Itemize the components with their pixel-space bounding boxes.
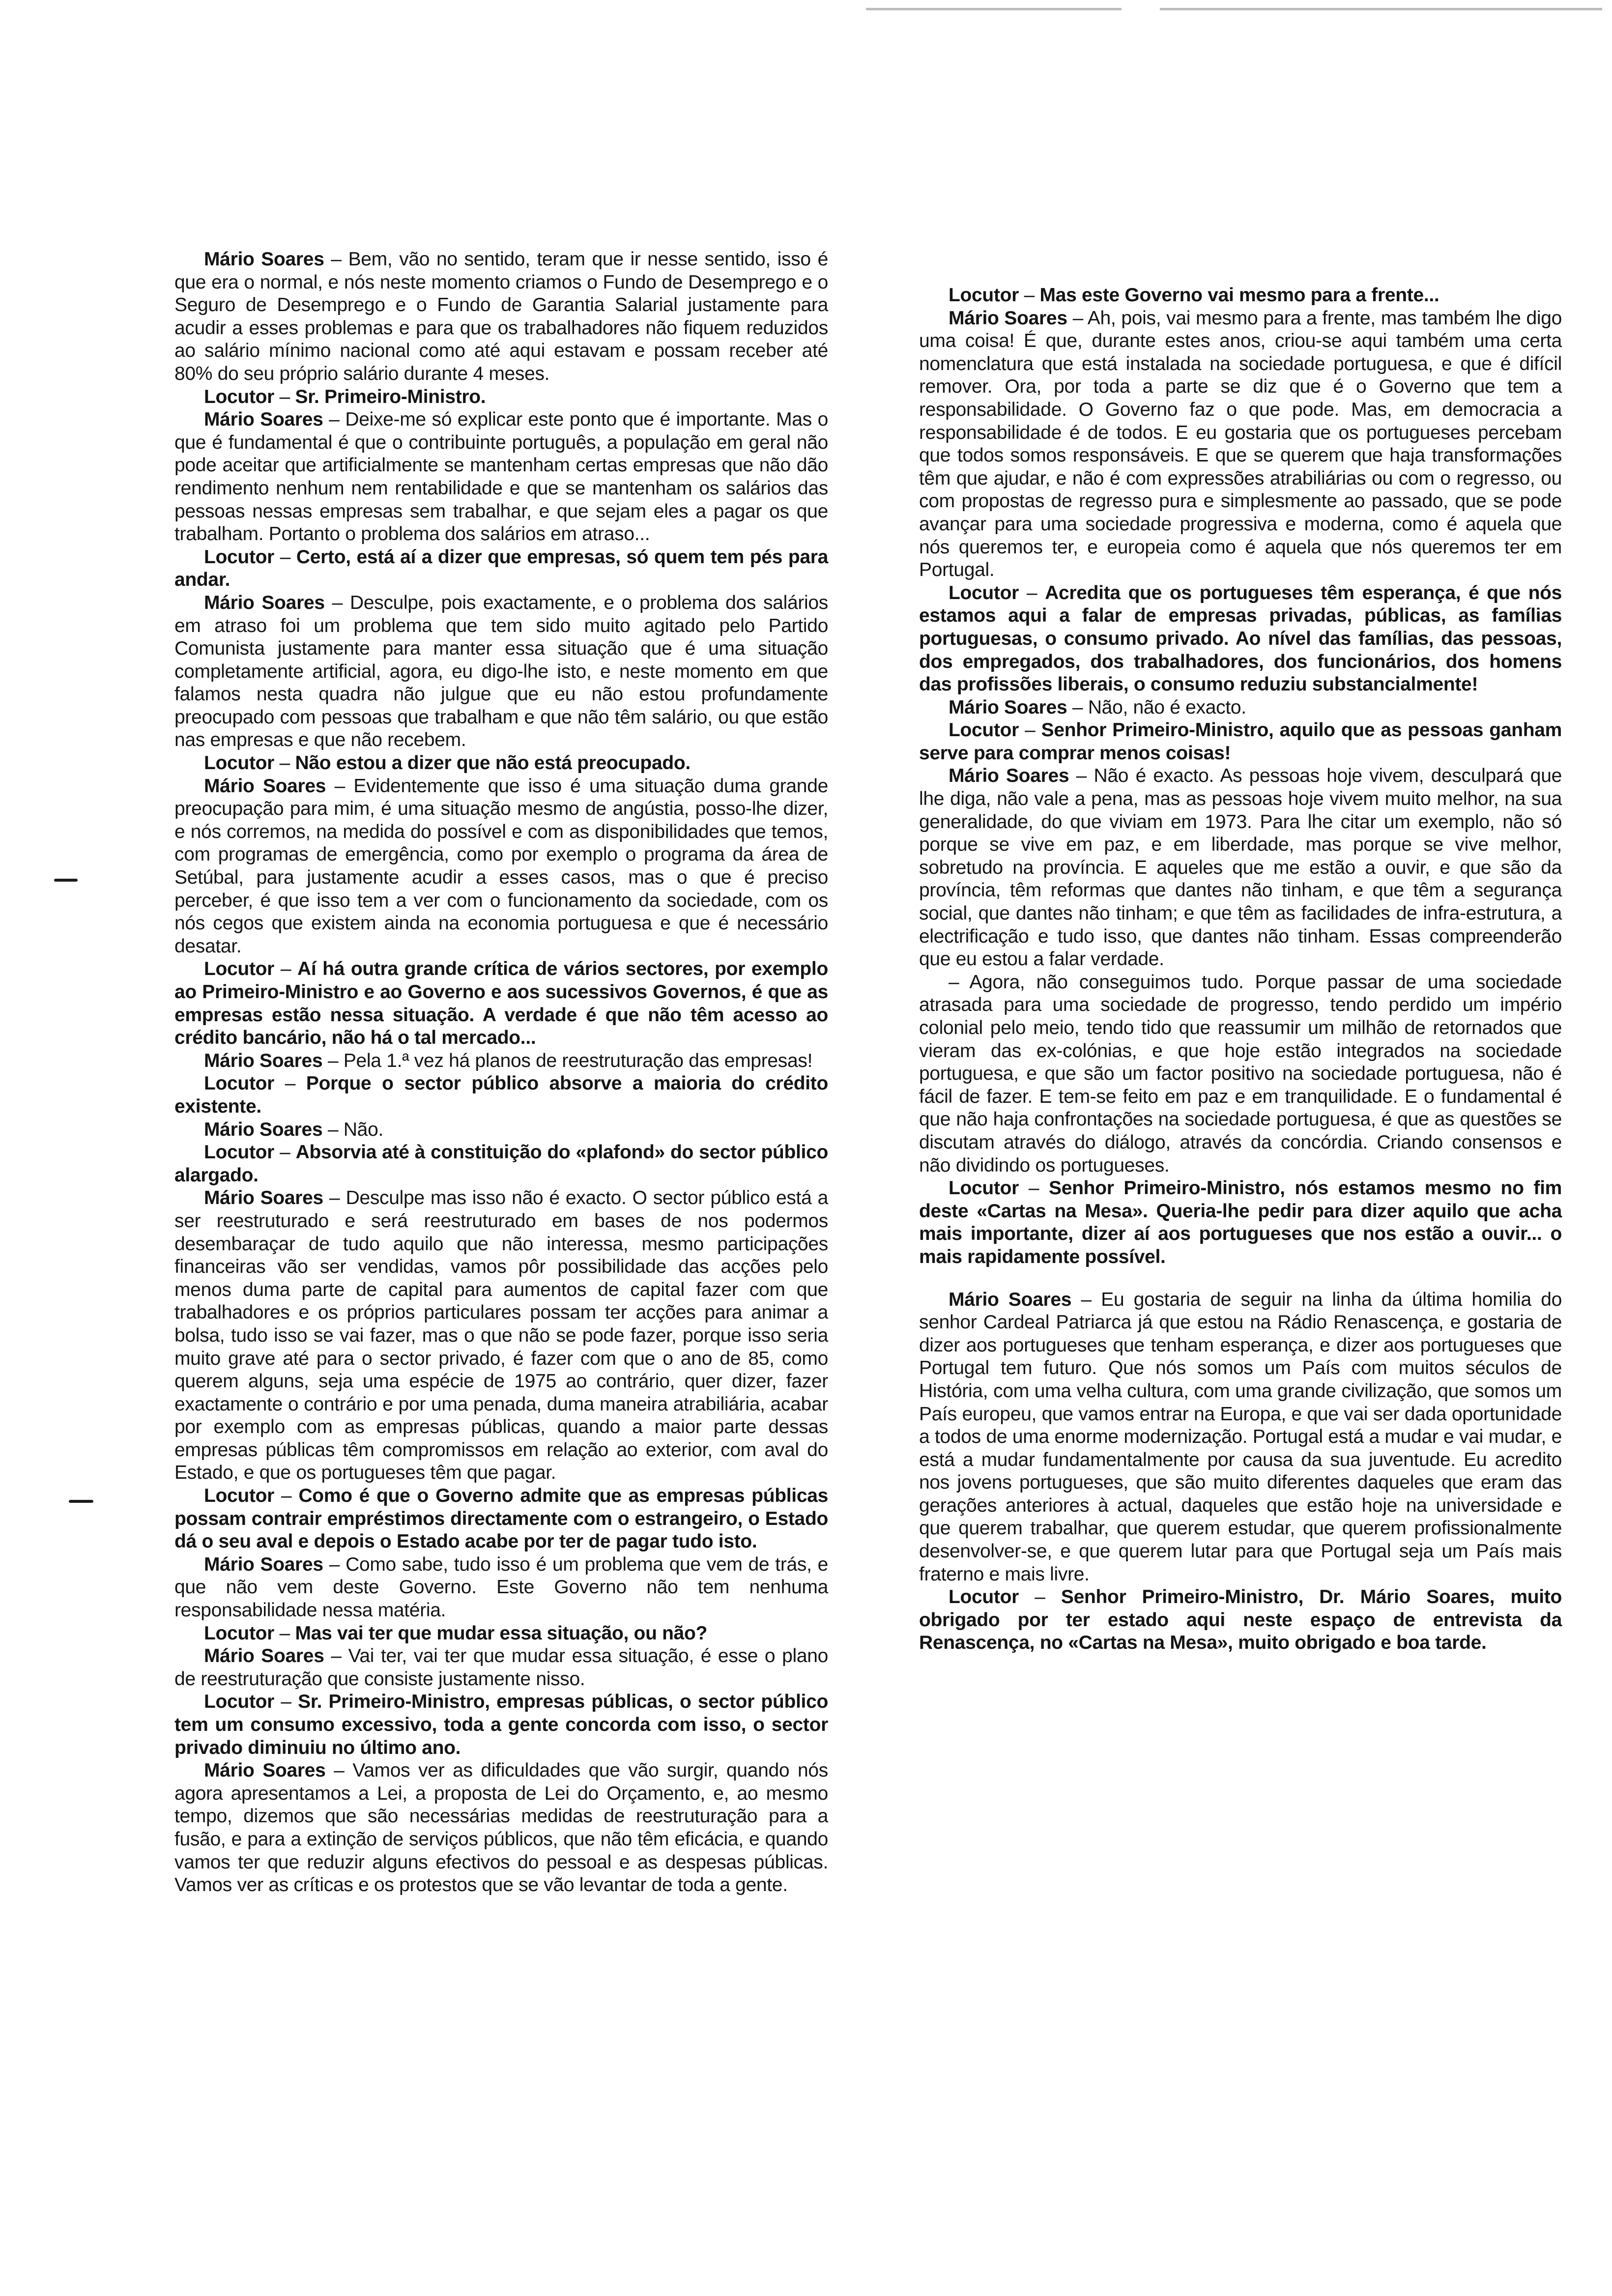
speech-text: Eu gostaria de seguir na linha da última homilia do senhor Cardeal Patriarca já que estou na Rádio Renascença, e gostaria de dizer aos portugueses que tenham esperança, e dizer aos portugueses que Portugal tem futuro. Que nós somos um País com muitos séculos de História, com uma velha cultura, com uma grande civilização, que somos um País europeu, que vamos entrar na Europa, e que vai ser dada oportunidade a todos de uma enorme modernização. Portugal está a mudar e vai mudar, e está a mudar fundamentalmente por causa da sua juventude. Eu acredito nos jovens portugueses, que são muito diferentes daqueles que eram das gerações anteriores à actual, daqueles que estão hoje na universidade e que querem trabalhar, que querem estudar, que querem profissionalmente desenvolver-se, e que querem lutar para que Portugal seja um País mais fraterno e mais livre.	[919, 1289, 1562, 1585]
speaker-name: Mário Soares	[204, 409, 323, 430]
speaker-name: Locutor	[949, 582, 1019, 603]
speaker-name: Mário Soares	[204, 1119, 323, 1140]
speaker-name: Mário Soares	[949, 696, 1067, 718]
speech-text: Não.	[343, 1119, 383, 1140]
dialogue-paragraph: Mário Soares – Não é exacto. As pessoas hoje vivem, desculpará que lhe diga, não vale a pena, mas as pessoas hoje vivem muito melhor, na sua generalidade, do que viviam em 1973. Para lhe citar um exemplo, não só porque se vive em paz, e em liberdade, mas porque se vive melhor, sobretudo na província. E aqueles que me estão a ouvir, e que são da província, têm reformas que dantes não tinham, e que têm a segurança social, que dantes não tinham; e que têm as facilidades de infra-estrutura, a electrificação e tudo isso, que dantes não tinham. Essas compreenderão que eu estou a falar verdade.	[919, 765, 1562, 970]
dialogue-paragraph: Mário Soares – Bem, vão no sentido, teram que ir nesse sentido, isso é que era o normal, e nós neste momento criamos o Fundo de Desemprego e o Seguro de Desemprego e o Fundo de Garantia Salarial justamente para acudir a esses problemas e para que os trabalhadores não fiquem reduzidos ao salário mínimo nacional como até aqui estavam e possam receber até 80% do seu próprio salário durante 4 meses.	[174, 249, 828, 384]
dialogue-paragraph: Mário Soares – Evidentemente que isso é uma situação duma grande preocupação para mim, é uma situação mesmo de angústia, posso-lhe dizer, e nós corremos, na medida do possível e com as disponibilidades que temos, com programas de emergência, como por exemplo o programa da área de Setúbal, para justamente acudir a esses casos, mas o que é preciso perceber, é que isso tem a ver com o funcionamento da sociedade, com os nós cegos que existem ainda na economia portuguesa e que é necessário desatar.	[174, 775, 828, 957]
dialogue-paragraph: Mário Soares – Como sabe, tudo isso é um problema que vem de trás, e que não vem deste Governo. Este Governo não tem nenhuma responsabilidade nessa matéria.	[174, 1553, 828, 1621]
scan-line	[1160, 8, 1602, 10]
dialogue-paragraph: Locutor – Senhor Primeiro-Ministro, aquilo que as pessoas ganham serve para comprar menos coisas!	[919, 719, 1562, 764]
speech-text: Mas vai ter que mudar essa situação, ou não?	[295, 1622, 708, 1644]
speech-text: Senhor Primeiro-Ministro, Dr. Mário Soares, muito obrigado por ter estado aqui neste espaço de entrevista da Renascença, no «Cartas na Mesa», muito obrigado e boa tarde.	[919, 1586, 1562, 1654]
speaker-name: Locutor	[204, 1142, 275, 1163]
speaker-name: Locutor	[204, 1691, 275, 1713]
speaker-name: Mário Soares	[204, 249, 324, 270]
dialogue-paragraph: Mário Soares – Desculpe, pois exactamente, e o problema dos salários em atraso foi um problema que tem sido muito agitado pelo Partido Comunista justamente para manter essa situação que é uma situação completamente artificial, agora, eu digo-lhe isto, e neste momento em que falamos nesta quadra não julgue que eu não estou profundamente preocupado com pessoas que trabalham e que não têm salário, ou que estão nas empresas e que não recebem.	[174, 592, 828, 751]
speech-text: Certo, está aí a dizer que empresas, só quem tem pés para andar.	[174, 546, 828, 591]
right-column	[919, 284, 1562, 1655]
speech-text: Não, não é exacto.	[1088, 696, 1246, 718]
dialogue-paragraph: Mário Soares – Vamos ver as dificuldades que vão surgir, quando nós agora apresentamos a Lei, a proposta de Lei do Orçamento, e, ao mesmo tempo, dizemos que são necessárias medidas de reestruturação para a fusão, e para a extinção de serviços públicos, que não têm eficácia, e quando vamos ter que reduzir alguns efectivos do pessoal e as despesas públicas. Vamos ver as críticas e os protestos que se vão levantar de toda a gente.	[174, 1760, 829, 1896]
dialogue-paragraph: Locutor – Mas este Governo vai mesmo para a frente...	[949, 285, 1439, 306]
speaker-name: Locutor	[949, 1177, 1019, 1199]
dialogue-paragraph: Mário Soares – Vai ter, vai ter que mudar essa situação, é esse o plano de reestruturação que consiste justamente nisso.	[174, 1645, 829, 1690]
speech-text: Desculpe, pois exactamente, e o problema dos salários em atraso foi um problema que tem sido muito agitado pelo Partido Comunista justamente para manter essa situação que é uma situação completamente artificial, agora, eu digo-lhe isto, e neste momento em que falamos nesta quadra não julgue que eu não estou profundamente preocupado com pessoas que trabalham e que não têm salário, ou que estão nas empresas e que não recebem.	[174, 592, 828, 751]
dialogue-paragraph: Locutor – Mas vai ter que mudar essa situação, ou não?	[204, 1622, 708, 1644]
speaker-name: Locutor	[204, 1622, 275, 1644]
speech-text: Mas este Governo vai mesmo para a frente...	[1039, 285, 1439, 306]
speech-text: Senhor Primeiro-Ministro, nós estamos mesmo no fim deste «Cartas na Mesa». Queria-lhe pedir para dizer aquilo que acha mais importante, dizer aí aos portugueses que nos estão a ouvir... o mais rapidamente possível.	[919, 1177, 1562, 1267]
speech-text: Aí há outra grande crítica de vários sectores, por exemplo ao Primeiro-Ministro e ao Governo e aos sucessivos Governos, é que as empresas estão nessa situação. A verdade é que não têm acesso ao crédito bancário, não há o tal mercado...	[174, 958, 828, 1049]
speech-text: Como é que o Governo admite que as empresas públicas possam contrair empréstimos directamente com o estrangeiro, o Estado dá o seu aval e depois o Estado acabe por ter de pagar tudo isto.	[174, 1485, 828, 1552]
speaker-name: Locutor	[949, 1586, 1019, 1608]
speaker-name: Mário Soares	[204, 1553, 323, 1575]
margin-mark	[54, 879, 78, 882]
speaker-name: Mário Soares	[204, 1050, 323, 1071]
speech-text: Bem, vão no sentido, teram que ir nesse sentido, isso é que era o normal, e nós neste momento criamos o Fundo de Desemprego e o Seguro de Desemprego e o Fundo de Garantia Salarial justamente para acudir a esses problemas e para que os trabalhadores não fiquem reduzidos ao salário mínimo nacional como até aqui estavam e possam receber até 80% do seu próprio salário durante 4 meses.	[174, 249, 828, 384]
speech-text: Agora, não conseguimos tudo. Porque passar de uma sociedade atrasada para uma sociedade de progresso, tendo perdido um império colonial pelo meio, tendo tido que reassumir um milhão de retornados que vieram das ex-colónias, e que hoje estão integrados na sociedade portuguesa, e que são um factor positivo na sociedade portuguesa, não é fácil de fazer. E tem-se feito em paz e em tranquilidade. E o fundamental é que não haja confrontações na sociedade portuguesa, é que as questões se discutam através do diálogo, através da concórdia. Criando consensos e não dividindo os portugueses.	[919, 971, 1562, 1176]
speaker-name: Mário Soares	[204, 1645, 324, 1667]
dialogue-paragraph: Locutor – Senhor Primeiro-Ministro, Dr. Mário Soares, muito obrigado por ter estado aqui neste espaço de entrevista da Renascença, no «Cartas na Mesa», muito obrigado e boa tarde.	[919, 1586, 1562, 1654]
dialogue-paragraph: Locutor – Sr. Primeiro-Ministro, empresas públicas, o sector público tem um consumo excessivo, toda a gente concorda com isso, o sector privado diminuiu no último ano.	[174, 1691, 828, 1758]
dialogue-paragraph: Mário Soares – Eu gostaria de seguir na linha da última homilia do senhor Cardeal Patriarca já que estou na Rádio Renascença, e gostaria de dizer aos portugueses que tenham esperança, e dizer aos portugueses que Portugal tem futuro. Que nós somos um País com muitos séculos de História, com uma velha cultura, com uma grande civilização, que somos um País europeu, que vamos entrar na Europa, e que vai ser dada oportunidade a todos de uma enorme modernização. Portugal está a mudar e vai mudar, e está a mudar fundamentalmente por causa da sua juventude. Eu acredito nos jovens portugueses, que são muito diferentes daqueles que eram das gerações anteriores à actual, daqueles que estão hoje na universidade e que querem trabalhar, que querem estudar, que querem profissionalmente desenvolver-se, e que querem lutar para que Portugal seja um País mais fraterno e mais livre.	[919, 1289, 1562, 1585]
speech-text: Senhor Primeiro-Ministro, aquilo que as pessoas ganham serve para comprar menos coisas!	[919, 719, 1562, 764]
speaker-name: Locutor	[949, 285, 1019, 306]
speech-text: Desculpe mas isso não é exacto. O sector público está a ser reestruturado e será reestruturado em bases de nos podermos desembaraçar de tudo aquilo que não interessa, mesmo participações financeiras vão ser vendidas, vamos pôr possibilidade das acções pelo menos duma parte de capital para aumentos de capital fazer com que trabalhadores e os próprios particulares possam ter acções para animar a bolsa, tudo isso se vai fazer, mas o que não se pode fazer, porque isso seria muito grave até para o sector privado, é fazer com que o ano de 85, como querem alguns, seja uma espécie de 1975 ao contrário, quer dizer, fazer exactamente o contrário e por uma penada, duma maneira atrabiliária, acabar por exemplo com as empresas públicas, quando a maior parte dessas empresas públicas têm compromissos em relação ao exterior, com aval do Estado, e que os portugueses têm que pagar.	[174, 1187, 828, 1484]
dialogue-paragraph: Mário Soares – Não, não é exacto.	[949, 696, 1246, 718]
speech-text: Evidentemente que isso é uma situação duma grande preocupação para mim, é uma situação mesmo de angústia, posso-lhe dizer, e nós corremos, na medida do possível e com as disponibilidades que temos, com programas de emergência, como por exemplo o programa da área de Setúbal, para justamente acudir a esses casos, mas o que é preciso perceber, é que isso tem a ver com o funcionamento da sociedade, com os nós cegos que existem ainda na economia portuguesa e que é necessário desatar.	[174, 775, 828, 957]
margin-mark	[69, 1500, 93, 1503]
speaker-name: Mário Soares	[204, 592, 325, 613]
left-column	[174, 248, 828, 1897]
dialogue-paragraph: Locutor – Absorvia até à constituição do «plafond» do sector público alargado.	[174, 1142, 828, 1186]
dialogue-paragraph: Mário Soares – Ah, pois, vai mesmo para a frente, mas também lhe digo uma coisa! É que, durante estes anos, criou-se aqui também uma certa nomenclatura que está instalada na sociedade portuguesa, e que é difícil remover. Ora, por toda a parte se diz que é o Governo que tem a responsabilidade. O Governo faz o que pode. Mas, em democracia a responsabilidade é de todos. E eu gostaria que os portugueses percebam que todos somos responsáveis. E que se querem que haja transformações têm que ajudar, e não é com expressões atrabiliárias ou com o regresso, ou com propostas de regresso pura e simplesmente ao passado, que se pode avançar para uma sociedade progressiva e moderna, como é aquela que nós queremos ter, e europeia como é aquela que nós queremos ter em Portugal.	[919, 307, 1562, 581]
speech-text: Absorvia até à constituição do «plafond» do sector público alargado.	[174, 1142, 828, 1186]
speaker-name: Locutor	[949, 719, 1019, 741]
dialogue-paragraph: Locutor – Sr. Primeiro-Ministro.	[204, 386, 486, 407]
speaker-name: Locutor	[204, 1485, 275, 1507]
speech-text: Sr. Primeiro-Ministro, empresas públicas, o sector público tem um consumo excessivo, toda a gente concorda com isso, o sector privado diminuiu no último ano.	[174, 1691, 828, 1758]
dialogue-paragraph: Locutor – Aí há outra grande crítica de vários sectores, por exemplo ao Primeiro-Ministro e ao Governo e aos sucessivos Governos, é que as empresas estão nessa situação. A verdade é que não têm acesso ao crédito bancário, não há o tal mercado...	[174, 958, 828, 1049]
scan-line	[866, 8, 1122, 10]
speaker-name: Mário Soares	[204, 1187, 323, 1209]
speech-text: Vamos ver as dificuldades que vão surgir, quando nós agora apresentamos a Lei, a proposta de Lei do Orçamento, e, ao mesmo tempo, dizemos que são necessárias medidas de reestruturação para a fusão, e para a extinção de serviços públicos, que não têm eficácia, e quando vamos ter que reduzir alguns efectivos do pessoal e as despesas públicas. Vamos ver as críticas e os protestos que se vão levantar de toda a gente.	[174, 1760, 829, 1896]
speaker-name: Mário Soares	[204, 775, 326, 797]
speech-text: Pela 1.ª vez há planos de reestruturação das empresas!	[343, 1050, 813, 1071]
speech-text: Acredita que os portugueses têm esperança, é que nós estamos aqui a falar de empresas privadas, públicas, as famílias portuguesas, o consumo privado. Ao nível das famílias, das pessoas, dos empregados, dos trabalhadores, dos funcionários, dos homens das profissões liberais, o consumo reduziu substancialmente!	[919, 582, 1562, 695]
speaker-name: Locutor	[204, 386, 275, 407]
speech-text: Ah, pois, vai mesmo para a frente, mas também lhe digo uma coisa! É que, durante estes anos, criou-se aqui também uma certa nomenclatura que está instalada na sociedade portuguesa, e que é difícil remover. Ora, por toda a parte se diz que é o Governo que tem a responsabilidade. O Governo faz o que pode. Mas, em democracia a responsabilidade é de todos. E eu gostaria que os portugueses percebam que todos somos responsáveis. E que se querem que haja transformações têm que ajudar, e não é com expressões atrabiliárias ou com o regresso, ou com propostas de regresso pura e simplesmente ao passado, que se pode avançar para uma sociedade progressiva e moderna, como é aquela que nós queremos ter, e europeia como é aquela que nós queremos ter em Portugal.	[919, 307, 1562, 581]
speaker-name: Mário Soares	[204, 1760, 326, 1781]
speaker-name: Locutor	[204, 752, 275, 774]
dialogue-paragraph: Locutor – Não estou a dizer que não está preocupado.	[204, 752, 691, 774]
speech-text: Como sabe, tudo isso é um problema que vem de trás, e que não vem deste Governo. Este Governo não tem nenhuma responsabilidade nessa matéria.	[174, 1553, 828, 1621]
speech-text: Não estou a dizer que não está preocupado.	[295, 752, 691, 774]
dialogue-paragraph: Mário Soares – Desculpe mas isso não é exacto. O sector público está a ser reestruturado e será reestruturado em bases de nos podermos desembaraçar de tudo aquilo que não interessa, mesmo participações financeiras vão ser vendidas, vamos pôr possibilidade das acções pelo menos duma parte de capital para aumentos de capital fazer com que trabalhadores e os próprios particulares possam ter acções para animar a bolsa, tudo isso se vai fazer, mas o que não se pode fazer, porque isso seria muito grave até para o sector privado, é fazer com que o ano de 85, como querem alguns, seja uma espécie de 1975 ao contrário, quer dizer, fazer exactamente o contrário e por uma penada, duma maneira atrabiliária, acabar por exemplo com as empresas públicas, quando a maior parte dessas empresas públicas têm compromissos em relação ao exterior, com aval do Estado, e que os portugueses têm que pagar.	[174, 1187, 828, 1484]
speech-text: Porque o sector público absorve a maioria do crédito existente.	[174, 1073, 829, 1117]
speaker-name: Locutor	[204, 546, 275, 568]
speech-text: Sr. Primeiro-Ministro.	[295, 386, 486, 407]
speaker-name: Locutor	[204, 958, 275, 980]
dialogue-paragraph: Locutor – Porque o sector público absorve a maioria do crédito existente.	[174, 1073, 829, 1117]
dialogue-paragraph: Locutor – Como é que o Governo admite que as empresas públicas possam contrair empréstimos directamente com o estrangeiro, o Estado dá o seu aval e depois o Estado acabe por ter de pagar tudo isto.	[174, 1485, 828, 1552]
dialogue-paragraph: Mário Soares – Não.	[204, 1119, 383, 1140]
dialogue-paragraph: Locutor – Certo, está aí a dizer que empresas, só quem tem pés para andar.	[174, 546, 828, 591]
dialogue-paragraph: – Agora, não conseguimos tudo. Porque passar de uma sociedade atrasada para uma sociedade de progresso, tendo perdido um império colonial pelo meio, tendo tido que reassumir um milhão de retornados que vieram das ex-colónias, e que hoje estão integrados na sociedade portuguesa, e que são um factor positivo na sociedade portuguesa, não é fácil de fazer. E tem-se feito em paz e em tranquilidade. E o fundamental é que não haja confrontações na sociedade portuguesa, é que as questões se discutam através do diálogo, através da concórdia. Criando consensos e não dividindo os portugueses.	[919, 971, 1562, 1176]
speech-text: Não é exacto. As pessoas hoje vivem, desculpará que lhe diga, não vale a pena, mas as pessoas hoje vivem muito melhor, na sua generalidade, do que viviam em 1973. Para lhe citar um exemplo, não só porque se vive em paz, e em liberdade, mas porque se vive melhor, sobretudo na província. E aqueles que me estão a ouvir, e que são da província, têm reformas que dantes não tinham, e que têm a segurança social, que dantes não tinham; e que têm as facilidades de infra-estrutura, a electrificação e tudo isso, que dantes não tinham. Essas compreenderão que eu estou a falar verdade.	[919, 765, 1562, 970]
speaker-name: Locutor	[204, 1073, 275, 1094]
dialogue-paragraph: Locutor – Acredita que os portugueses têm esperança, é que nós estamos aqui a falar de empresas privadas, públicas, as famílias portuguesas, o consumo privado. Ao nível das famílias, das pessoas, dos empregados, dos trabalhadores, dos funcionários, dos homens das profissões liberais, o consumo reduziu substancialmente!	[919, 582, 1562, 695]
speaker-name: Mário Soares	[949, 1289, 1072, 1310]
dialogue-paragraph: Locutor – Senhor Primeiro-Ministro, nós estamos mesmo no fim deste «Cartas na Mesa». Queria-lhe pedir para dizer aquilo que acha mais importante, dizer aí aos portugueses que nos estão a ouvir... o mais rapidamente possível.	[919, 1177, 1562, 1267]
dialogue-paragraph: Mário Soares – Pela 1.ª vez há planos de reestruturação das empresas!	[204, 1050, 813, 1071]
speech-text: Vai ter, vai ter que mudar essa situação, é esse o plano de reestruturação que consiste justamente nisso.	[174, 1645, 829, 1690]
speaker-name: Mário Soares	[949, 765, 1069, 787]
speaker-name: Mário Soares	[949, 307, 1067, 329]
dialogue-paragraph: Mário Soares – Deixe-me só explicar este ponto que é importante. Mas o que é fundamental é que o contribuinte português, a população em geral não pode aceitar que artificialmente se mantenham certas empresas que não dão rendimento nenhum nem rentabilidade e que se mantenham os salários das pessoas nessas empresas sem trabalhar, e que sejam eles a pagar os que trabalham. Portanto o problema dos salários em atraso...	[174, 409, 828, 545]
speech-text: Deixe-me só explicar este ponto que é importante. Mas o que é fundamental é que o contribuinte português, a população em geral não pode aceitar que artificialmente se mantenham certas empresas que não dão rendimento nenhum nem rentabilidade e que se mantenham os salários das pessoas nessas empresas sem trabalhar, e que sejam eles a pagar os que trabalham. Portanto o problema dos salários em atraso...	[174, 409, 828, 545]
